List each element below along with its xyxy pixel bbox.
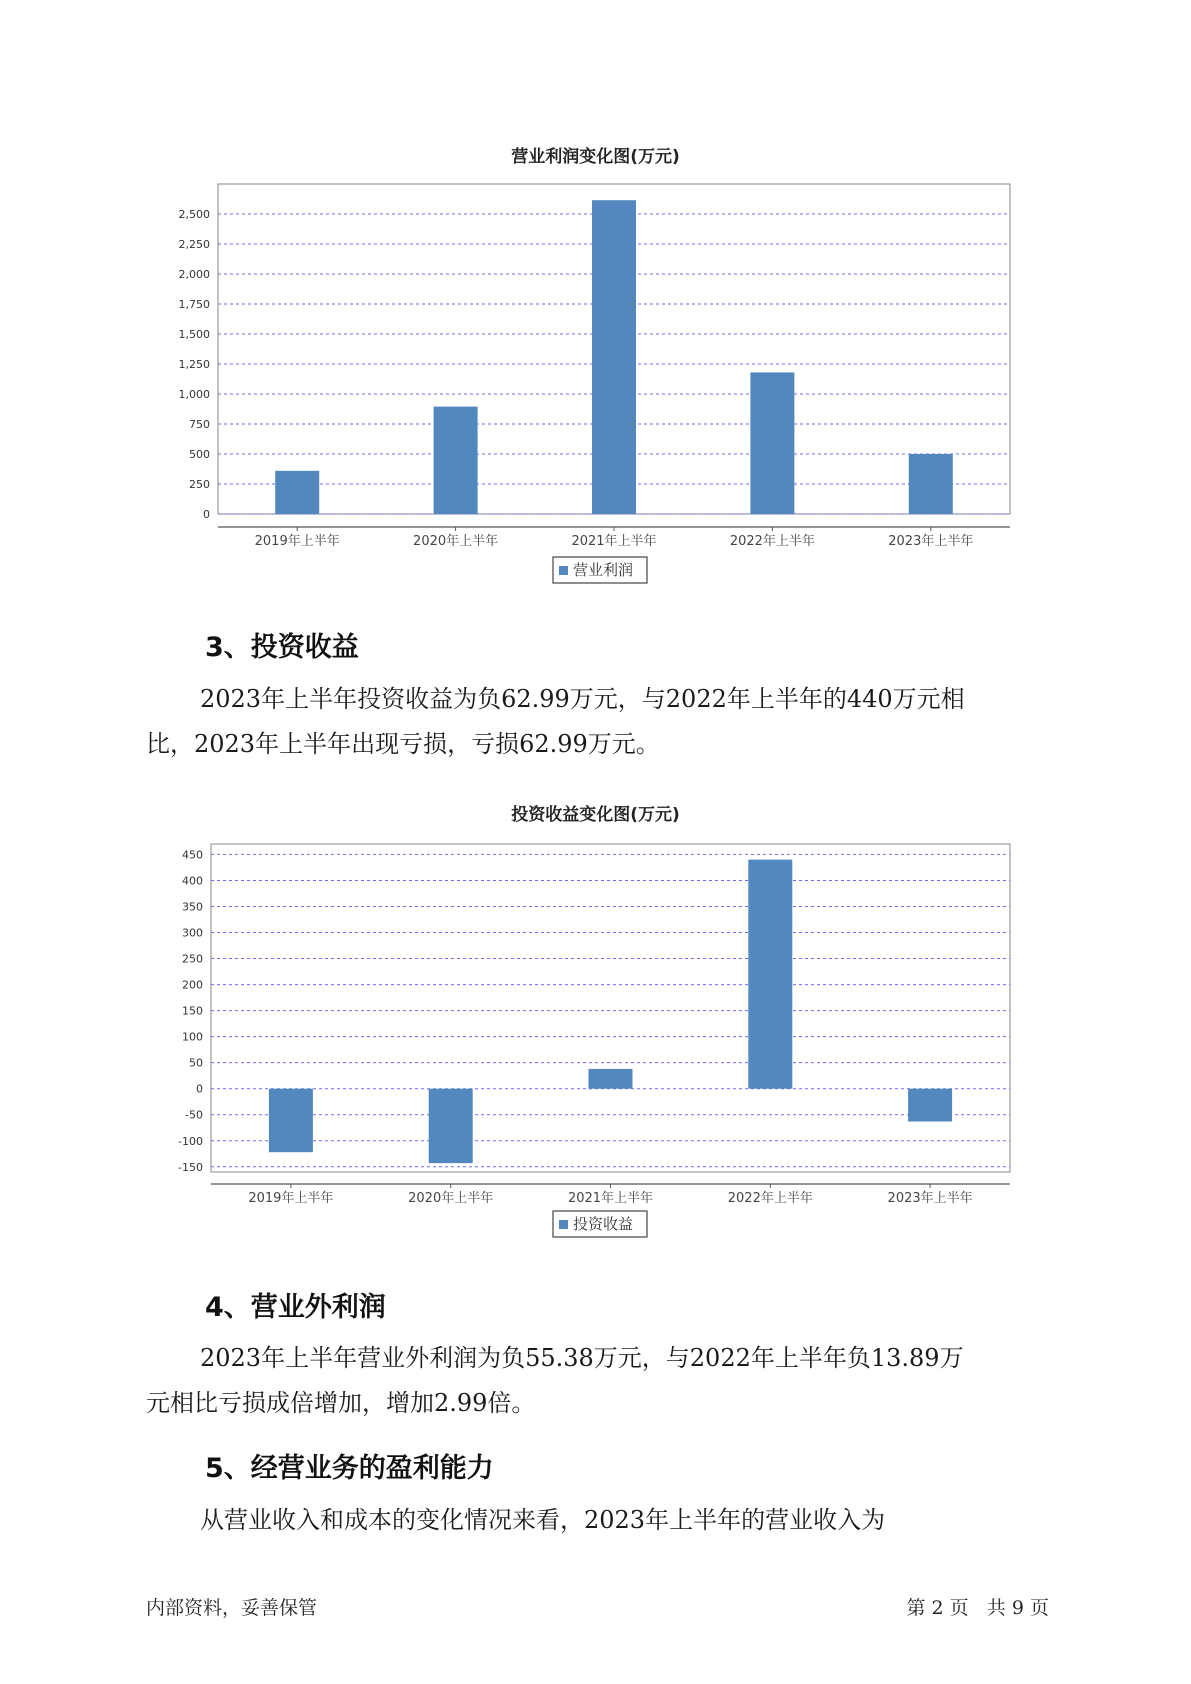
bar bbox=[275, 471, 319, 514]
x-tick-label: 2022年上半年 bbox=[727, 1191, 813, 1206]
x-tick-label: 2019年上半年 bbox=[254, 534, 340, 549]
x-tick-label: 2019年上半年 bbox=[248, 1191, 334, 1206]
paragraph-line: 元相比亏损成倍增加，增加2.99倍。 bbox=[146, 1389, 536, 1417]
y-tick-label: 250 bbox=[182, 952, 203, 966]
paragraph-line: 比，2023年上半年出现亏损，亏损62.99万元。 bbox=[146, 730, 660, 758]
section-heading-investment-income: 3、投资收益 bbox=[205, 632, 359, 663]
x-tick-label: 2021年上半年 bbox=[571, 534, 657, 549]
x-tick-label: 2020年上半年 bbox=[413, 534, 499, 549]
y-tick-label: 2,000 bbox=[178, 268, 210, 281]
y-tick-label: 400 bbox=[182, 874, 203, 888]
y-tick-label: 1,500 bbox=[178, 328, 210, 341]
x-tick-label: 2021年上半年 bbox=[567, 1191, 654, 1206]
y-tick-label: 450 bbox=[182, 848, 203, 862]
y-tick-label: -150 bbox=[178, 1160, 203, 1174]
bar bbox=[750, 372, 794, 514]
bar bbox=[434, 407, 478, 514]
y-tick-label: 2,250 bbox=[178, 238, 210, 251]
bar bbox=[592, 200, 636, 514]
y-tick-label: 0 bbox=[196, 1082, 203, 1096]
y-tick-label: 100 bbox=[182, 1030, 203, 1044]
y-tick-label: 750 bbox=[189, 418, 210, 431]
section-paragraph-investment-income bbox=[146, 677, 1046, 767]
legend-swatch bbox=[559, 566, 568, 575]
plot-area bbox=[211, 844, 1010, 1172]
bar bbox=[909, 454, 953, 514]
total-pages: 9 bbox=[1011, 1597, 1024, 1619]
y-tick-label: 250 bbox=[189, 478, 210, 491]
footer-confidential-note: 内部资料，妥善保管 bbox=[146, 1597, 318, 1619]
section-heading-profitability: 5、经营业务的盈利能力 bbox=[205, 1453, 494, 1484]
current-page: 2 bbox=[931, 1597, 944, 1619]
paragraph-line: 2023年上半年投资收益为负62.99万元，与2022年上半年的440万元相 bbox=[200, 685, 965, 713]
chart2-title: 投资收益变化图(万元) bbox=[511, 805, 680, 825]
y-tick-label: 200 bbox=[182, 978, 203, 992]
y-tick-label: -50 bbox=[185, 1108, 203, 1122]
y-tick-label: 2,500 bbox=[178, 208, 210, 221]
x-tick-label: 2022年上半年 bbox=[729, 534, 815, 549]
x-tick-label: 2020年上半年 bbox=[408, 1191, 494, 1206]
x-tick-label: 2023年上半年 bbox=[888, 534, 974, 549]
y-tick-label: 1,000 bbox=[178, 388, 210, 401]
chart1-title: 营业利润变化图(万元) bbox=[511, 147, 680, 167]
y-tick-label: 300 bbox=[182, 926, 203, 940]
bar bbox=[908, 1089, 952, 1122]
x-tick-label: 2023年上半年 bbox=[887, 1191, 973, 1206]
investment-income-chart bbox=[0, 825, 1191, 1265]
legend-label: 投资收益 bbox=[573, 1215, 634, 1233]
y-tick-label: 0 bbox=[203, 508, 210, 521]
y-tick-label: 500 bbox=[189, 448, 210, 461]
y-tick-label: 150 bbox=[182, 1004, 203, 1018]
section-paragraph-non-operating-profit bbox=[146, 1336, 1046, 1426]
y-tick-label: -100 bbox=[178, 1134, 203, 1148]
y-tick-label: 350 bbox=[182, 900, 203, 914]
footer-page-number: 第 2 页 共 9 页 bbox=[906, 1597, 1049, 1619]
y-tick-label: 50 bbox=[189, 1056, 203, 1070]
section-paragraph-profitability bbox=[146, 1498, 1046, 1543]
paragraph-line: 从营业收入和成本的变化情况来看，2023年上半年的营业收入为 bbox=[200, 1506, 886, 1534]
bar bbox=[429, 1089, 473, 1163]
bar bbox=[589, 1069, 633, 1089]
legend-label: 营业利润 bbox=[573, 561, 634, 579]
y-tick-label: 1,750 bbox=[178, 298, 210, 311]
section-heading-non-operating-profit: 4、营业外利润 bbox=[205, 1292, 386, 1323]
bar bbox=[748, 860, 792, 1089]
paragraph-line: 2023年上半年营业外利润为负55.38万元，与2022年上半年负13.89万 bbox=[200, 1344, 964, 1372]
bar bbox=[269, 1089, 313, 1153]
legend-swatch bbox=[559, 1220, 568, 1229]
y-tick-label: 1,250 bbox=[178, 358, 210, 371]
operating-profit-chart bbox=[0, 160, 1191, 605]
